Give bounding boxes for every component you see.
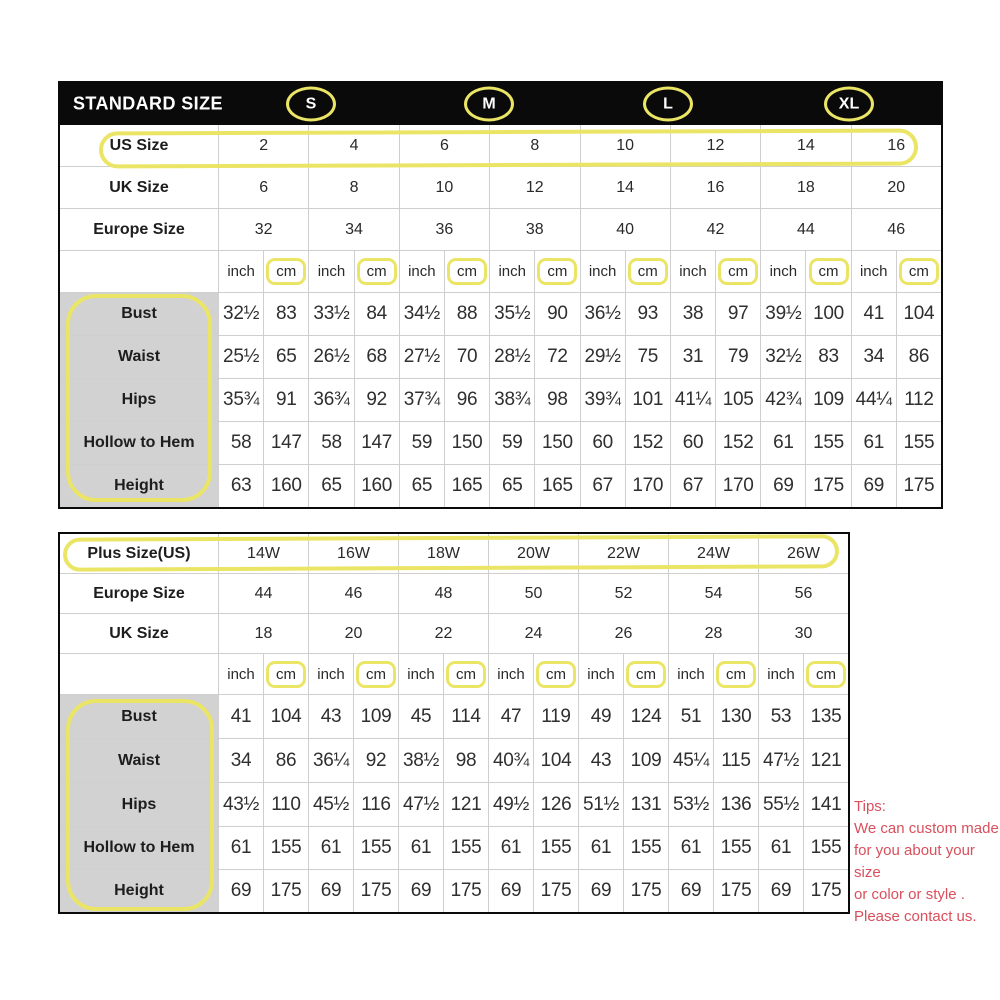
measure-value-cell: 26½ xyxy=(309,336,353,378)
measure-value-cell: 112 xyxy=(897,379,941,421)
measure-value-cell: 155 xyxy=(897,422,941,464)
measure-row-label: Hips xyxy=(60,783,218,826)
cm-highlight-badge: cm xyxy=(266,661,306,688)
measure-value-cell: 42¾ xyxy=(761,379,805,421)
measure-value-cell: 68 xyxy=(355,336,399,378)
unit-cell-inch: inch xyxy=(219,251,263,292)
unit-cell-cm xyxy=(354,654,398,694)
size-value-cell: 56 xyxy=(759,574,848,613)
size-value-cell: 38 xyxy=(490,209,579,250)
measure-value-cell: 97 xyxy=(716,293,760,335)
size-group-ellipse-xl: XL xyxy=(824,87,874,122)
unit-cell-cm xyxy=(714,654,758,694)
size-value-cell: 32 xyxy=(219,209,308,250)
unit-cell-cm xyxy=(264,654,308,694)
measure-value-cell: 86 xyxy=(897,336,941,378)
size-value-cell: 42 xyxy=(671,209,760,250)
size-value-cell: 10 xyxy=(400,167,489,208)
standard-size-table xyxy=(58,81,943,509)
measure-value-cell: 152 xyxy=(716,422,760,464)
size-group-ellipse-m: M xyxy=(464,87,514,122)
standard-size-title: STANDARD SIZE xyxy=(73,93,223,114)
cm-highlight-badge: cm xyxy=(536,661,576,688)
measure-value-cell: 67 xyxy=(581,465,625,507)
size-value-cell: 6 xyxy=(219,167,308,208)
measure-value-cell: 69 xyxy=(852,465,896,507)
measure-value-cell: 47½ xyxy=(399,783,443,826)
size-value-cell: 16 xyxy=(852,125,941,166)
measure-value-cell: 61 xyxy=(759,827,803,869)
measure-value-cell: 100 xyxy=(806,293,850,335)
unit-cell-inch: inch xyxy=(761,251,805,292)
measure-value-cell: 63 xyxy=(219,465,263,507)
tips-line: or color or style . xyxy=(854,886,965,903)
size-value-cell: 48 xyxy=(399,574,488,613)
cm-highlight-badge: cm xyxy=(357,258,397,285)
cm-highlight-badge: cm xyxy=(447,258,487,285)
measure-value-cell: 58 xyxy=(309,422,353,464)
measure-value-cell: 109 xyxy=(624,739,668,782)
measure-row-label: Waist xyxy=(60,739,218,782)
measure-value-cell: 60 xyxy=(581,422,625,464)
measure-value-cell: 40¾ xyxy=(489,739,533,782)
measure-value-cell: 47 xyxy=(489,695,533,738)
size-value-cell: 40 xyxy=(581,209,670,250)
plus-size-table xyxy=(58,532,850,914)
size-value-cell: 8 xyxy=(309,167,398,208)
measure-value-cell: 69 xyxy=(669,870,713,912)
measure-value-cell: 98 xyxy=(444,739,488,782)
tips-line: We can custom made xyxy=(854,820,999,837)
measure-value-cell: 49½ xyxy=(489,783,533,826)
size-value-cell: 14 xyxy=(581,167,670,208)
measure-value-cell: 175 xyxy=(714,870,758,912)
size-group-ellipse-l: L xyxy=(643,87,693,122)
measure-value-cell: 175 xyxy=(624,870,668,912)
measure-value-cell: 170 xyxy=(716,465,760,507)
measure-row-label: Height xyxy=(60,465,218,507)
size-value-cell: 12 xyxy=(671,125,760,166)
measure-value-cell: 104 xyxy=(534,739,578,782)
unit-cell-inch: inch xyxy=(309,654,353,694)
measure-value-cell: 65 xyxy=(264,336,308,378)
size-value-cell: 46 xyxy=(309,574,398,613)
measure-value-cell: 69 xyxy=(579,870,623,912)
tips-line: Please contact us. xyxy=(854,908,977,925)
unit-cell-cm xyxy=(804,654,848,694)
measure-value-cell: 59 xyxy=(400,422,444,464)
measure-value-cell: 135 xyxy=(804,695,848,738)
measure-value-cell: 51½ xyxy=(579,783,623,826)
measure-value-cell: 104 xyxy=(264,695,308,738)
size-value-cell: 20 xyxy=(852,167,941,208)
measure-value-cell: 41 xyxy=(852,293,896,335)
size-value-cell: 26W xyxy=(759,534,848,573)
measure-value-cell: 90 xyxy=(535,293,579,335)
size-group-ellipse-s: S xyxy=(286,87,336,122)
size-value-cell: 10 xyxy=(581,125,670,166)
size-value-cell: 16W xyxy=(309,534,398,573)
cm-highlight-badge: cm xyxy=(628,258,668,285)
measure-value-cell: 65 xyxy=(490,465,534,507)
measure-value-cell: 41¼ xyxy=(671,379,715,421)
measure-value-cell: 115 xyxy=(714,739,758,782)
measure-value-cell: 39½ xyxy=(761,293,805,335)
measure-value-cell: 165 xyxy=(535,465,579,507)
size-value-cell: 22 xyxy=(399,614,488,653)
size-value-cell: 14 xyxy=(761,125,850,166)
cm-highlight-badge: cm xyxy=(356,661,396,688)
measure-value-cell: 130 xyxy=(714,695,758,738)
measure-value-cell: 28½ xyxy=(490,336,534,378)
size-value-cell: 44 xyxy=(219,574,308,613)
measure-value-cell: 69 xyxy=(761,465,805,507)
measure-value-cell: 155 xyxy=(264,827,308,869)
measure-value-cell: 155 xyxy=(354,827,398,869)
measure-value-cell: 69 xyxy=(489,870,533,912)
measure-value-cell: 38 xyxy=(671,293,715,335)
unit-cell-inch: inch xyxy=(400,251,444,292)
measure-value-cell: 116 xyxy=(354,783,398,826)
size-value-cell: 20W xyxy=(489,534,578,573)
measure-value-cell: 31 xyxy=(671,336,715,378)
standard-size-header xyxy=(60,83,941,125)
measure-value-cell: 155 xyxy=(714,827,758,869)
plus-size-grid xyxy=(60,534,848,912)
measure-value-cell: 32½ xyxy=(219,293,263,335)
measure-value-cell: 35¾ xyxy=(219,379,263,421)
measure-value-cell: 136 xyxy=(714,783,758,826)
unit-cell-cm xyxy=(626,251,670,292)
size-row-label: Plus Size(US) xyxy=(60,534,218,573)
measure-value-cell: 92 xyxy=(355,379,399,421)
unit-cell-inch: inch xyxy=(219,654,263,694)
measure-value-cell: 147 xyxy=(355,422,399,464)
unit-row-empty-cell xyxy=(60,654,218,694)
measure-value-cell: 61 xyxy=(219,827,263,869)
measure-value-cell: 141 xyxy=(804,783,848,826)
measure-value-cell: 32½ xyxy=(761,336,805,378)
unit-cell-cm xyxy=(716,251,760,292)
measure-value-cell: 53½ xyxy=(669,783,713,826)
measure-value-cell: 39¾ xyxy=(581,379,625,421)
measure-value-cell: 155 xyxy=(804,827,848,869)
measure-value-cell: 38½ xyxy=(399,739,443,782)
measure-value-cell: 93 xyxy=(626,293,670,335)
size-value-cell: 18 xyxy=(761,167,850,208)
measure-value-cell: 27½ xyxy=(400,336,444,378)
cm-highlight-badge: cm xyxy=(806,661,846,688)
measure-value-cell: 43 xyxy=(579,739,623,782)
measure-value-cell: 86 xyxy=(264,739,308,782)
cm-highlight-badge: cm xyxy=(716,661,756,688)
measure-value-cell: 45 xyxy=(399,695,443,738)
measure-value-cell: 38¾ xyxy=(490,379,534,421)
measure-value-cell: 160 xyxy=(264,465,308,507)
measure-value-cell: 121 xyxy=(804,739,848,782)
size-value-cell: 24W xyxy=(669,534,758,573)
measure-value-cell: 175 xyxy=(806,465,850,507)
unit-cell-inch: inch xyxy=(852,251,896,292)
measure-row-label: Hips xyxy=(60,379,218,421)
size-value-cell: 44 xyxy=(761,209,850,250)
measure-value-cell: 61 xyxy=(399,827,443,869)
measure-value-cell: 45¼ xyxy=(669,739,713,782)
measure-value-cell: 72 xyxy=(535,336,579,378)
unit-cell-inch: inch xyxy=(581,251,625,292)
measure-value-cell: 150 xyxy=(535,422,579,464)
unit-cell-inch: inch xyxy=(669,654,713,694)
unit-cell-inch: inch xyxy=(759,654,803,694)
measure-value-cell: 175 xyxy=(897,465,941,507)
measure-value-cell: 36¾ xyxy=(309,379,353,421)
unit-cell-cm xyxy=(534,654,578,694)
measure-value-cell: 61 xyxy=(761,422,805,464)
measure-value-cell: 88 xyxy=(445,293,489,335)
measure-value-cell: 104 xyxy=(897,293,941,335)
size-value-cell: 54 xyxy=(669,574,758,613)
measure-value-cell: 43 xyxy=(309,695,353,738)
cm-highlight-badge: cm xyxy=(626,661,666,688)
measure-value-cell: 53 xyxy=(759,695,803,738)
size-value-cell: 2 xyxy=(219,125,308,166)
measure-value-cell: 61 xyxy=(489,827,533,869)
unit-cell-cm xyxy=(624,654,668,694)
measure-value-cell: 60 xyxy=(671,422,715,464)
unit-cell-cm xyxy=(445,251,489,292)
cm-highlight-badge: cm xyxy=(446,661,486,688)
unit-cell-inch: inch xyxy=(309,251,353,292)
measure-value-cell: 51 xyxy=(669,695,713,738)
unit-cell-cm xyxy=(355,251,399,292)
measure-value-cell: 41 xyxy=(219,695,263,738)
measure-value-cell: 126 xyxy=(534,783,578,826)
unit-cell-inch: inch xyxy=(671,251,715,292)
measure-value-cell: 67 xyxy=(671,465,715,507)
measure-value-cell: 114 xyxy=(444,695,488,738)
measure-value-cell: 175 xyxy=(264,870,308,912)
measure-value-cell: 37¾ xyxy=(400,379,444,421)
measure-value-cell: 69 xyxy=(759,870,803,912)
measure-value-cell: 91 xyxy=(264,379,308,421)
measure-value-cell: 61 xyxy=(669,827,713,869)
unit-cell-cm xyxy=(897,251,941,292)
measure-value-cell: 96 xyxy=(445,379,489,421)
measure-value-cell: 55½ xyxy=(759,783,803,826)
measure-value-cell: 175 xyxy=(444,870,488,912)
measure-value-cell: 105 xyxy=(716,379,760,421)
size-value-cell: 52 xyxy=(579,574,668,613)
measure-value-cell: 165 xyxy=(445,465,489,507)
measure-value-cell: 65 xyxy=(309,465,353,507)
measure-value-cell: 175 xyxy=(354,870,398,912)
unit-cell-cm xyxy=(535,251,579,292)
unit-cell-cm xyxy=(806,251,850,292)
measure-value-cell: 121 xyxy=(444,783,488,826)
measure-value-cell: 170 xyxy=(626,465,670,507)
unit-cell-inch: inch xyxy=(489,654,533,694)
measure-value-cell: 69 xyxy=(309,870,353,912)
measure-value-cell: 98 xyxy=(535,379,579,421)
measure-value-cell: 150 xyxy=(445,422,489,464)
measure-value-cell: 44¼ xyxy=(852,379,896,421)
measure-value-cell: 34 xyxy=(219,739,263,782)
size-value-cell: 4 xyxy=(309,125,398,166)
measure-value-cell: 61 xyxy=(852,422,896,464)
measure-row-label: Hollow to Hem xyxy=(60,827,218,869)
size-row-label: UK Size xyxy=(60,614,218,653)
measure-value-cell: 69 xyxy=(219,870,263,912)
size-group-letters xyxy=(60,83,941,125)
size-value-cell: 28 xyxy=(669,614,758,653)
measure-value-cell: 155 xyxy=(444,827,488,869)
measure-value-cell: 36½ xyxy=(581,293,625,335)
measure-value-cell: 59 xyxy=(490,422,534,464)
size-value-cell: 12 xyxy=(490,167,579,208)
cm-highlight-badge: cm xyxy=(899,258,939,285)
measure-value-cell: 61 xyxy=(309,827,353,869)
measure-value-cell: 35½ xyxy=(490,293,534,335)
unit-cell-inch: inch xyxy=(579,654,623,694)
measure-value-cell: 36¼ xyxy=(309,739,353,782)
measure-value-cell: 109 xyxy=(354,695,398,738)
measure-value-cell: 33½ xyxy=(309,293,353,335)
size-value-cell: 30 xyxy=(759,614,848,653)
measure-value-cell: 124 xyxy=(624,695,668,738)
cm-highlight-badge: cm xyxy=(537,258,577,285)
measure-value-cell: 69 xyxy=(399,870,443,912)
measure-row-label: Bust xyxy=(60,293,218,335)
measure-value-cell: 155 xyxy=(624,827,668,869)
unit-cell-inch: inch xyxy=(399,654,443,694)
measure-value-cell: 101 xyxy=(626,379,670,421)
tips-note xyxy=(854,796,1000,928)
measure-value-cell: 65 xyxy=(400,465,444,507)
measure-value-cell: 70 xyxy=(445,336,489,378)
measure-value-cell: 152 xyxy=(626,422,670,464)
size-value-cell: 20 xyxy=(309,614,398,653)
measure-value-cell: 160 xyxy=(355,465,399,507)
measure-value-cell: 131 xyxy=(624,783,668,826)
measure-value-cell: 34 xyxy=(852,336,896,378)
measure-row-label: Waist xyxy=(60,336,218,378)
measure-value-cell: 110 xyxy=(264,783,308,826)
tips-line: for you about your size xyxy=(854,842,975,881)
measure-value-cell: 119 xyxy=(534,695,578,738)
size-value-cell: 8 xyxy=(490,125,579,166)
size-value-cell: 14W xyxy=(219,534,308,573)
measure-value-cell: 43½ xyxy=(219,783,263,826)
size-value-cell: 6 xyxy=(400,125,489,166)
measure-value-cell: 175 xyxy=(534,870,578,912)
size-value-cell: 18W xyxy=(399,534,488,573)
measure-value-cell: 155 xyxy=(806,422,850,464)
size-value-cell: 16 xyxy=(671,167,760,208)
measure-value-cell: 83 xyxy=(264,293,308,335)
size-row-label: Europe Size xyxy=(60,574,218,613)
measure-value-cell: 47½ xyxy=(759,739,803,782)
size-value-cell: 26 xyxy=(579,614,668,653)
size-value-cell: 50 xyxy=(489,574,578,613)
size-row-label: UK Size xyxy=(60,167,218,208)
measure-value-cell: 75 xyxy=(626,336,670,378)
measure-row-label: Hollow to Hem xyxy=(60,422,218,464)
standard-size-grid xyxy=(60,125,941,507)
measure-value-cell: 92 xyxy=(354,739,398,782)
measure-value-cell: 109 xyxy=(806,379,850,421)
measure-value-cell: 29½ xyxy=(581,336,625,378)
size-value-cell: 46 xyxy=(852,209,941,250)
measure-value-cell: 34½ xyxy=(400,293,444,335)
unit-cell-cm xyxy=(264,251,308,292)
measure-value-cell: 175 xyxy=(804,870,848,912)
measure-value-cell: 84 xyxy=(355,293,399,335)
measure-value-cell: 61 xyxy=(579,827,623,869)
size-row-label: Europe Size xyxy=(60,209,218,250)
measure-value-cell: 45½ xyxy=(309,783,353,826)
unit-cell-cm xyxy=(444,654,488,694)
cm-highlight-badge: cm xyxy=(266,258,306,285)
size-row-label: US Size xyxy=(60,125,218,166)
measure-value-cell: 83 xyxy=(806,336,850,378)
measure-value-cell: 49 xyxy=(579,695,623,738)
size-value-cell: 22W xyxy=(579,534,668,573)
measure-value-cell: 147 xyxy=(264,422,308,464)
size-value-cell: 36 xyxy=(400,209,489,250)
tips-lines xyxy=(854,818,1000,928)
measure-value-cell: 25½ xyxy=(219,336,263,378)
size-value-cell: 34 xyxy=(309,209,398,250)
cm-highlight-badge: cm xyxy=(809,258,849,285)
measure-value-cell: 79 xyxy=(716,336,760,378)
cm-highlight-badge: cm xyxy=(718,258,758,285)
size-value-cell: 18 xyxy=(219,614,308,653)
tips-title: Tips: xyxy=(854,798,886,815)
size-value-cell: 24 xyxy=(489,614,578,653)
measure-row-label: Height xyxy=(60,870,218,912)
measure-row-label: Bust xyxy=(60,695,218,738)
unit-cell-inch: inch xyxy=(490,251,534,292)
measure-value-cell: 58 xyxy=(219,422,263,464)
measure-value-cell: 155 xyxy=(534,827,578,869)
unit-row-empty-cell xyxy=(60,251,218,292)
